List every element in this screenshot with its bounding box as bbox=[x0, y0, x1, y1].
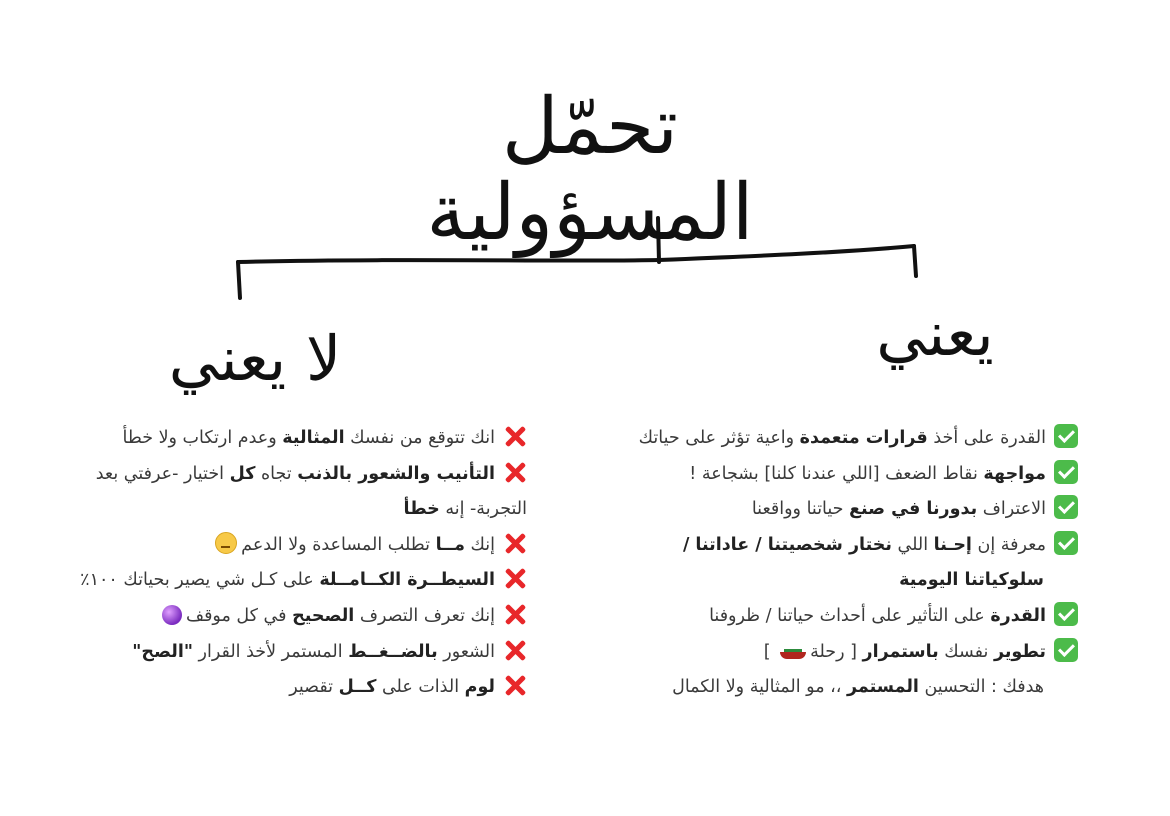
item-text: نقاط الضعف [اللي عندنا كلنا] بشجاعة ! bbox=[689, 463, 984, 484]
means-item bbox=[568, 599, 1078, 635]
means-item bbox=[568, 635, 1078, 671]
item-bold: الصحيح bbox=[292, 605, 355, 626]
item-text: ،، مو المثالية ولا الكمال bbox=[672, 677, 848, 698]
means-item bbox=[568, 421, 1078, 457]
not-means-item bbox=[57, 421, 527, 457]
canoe-icon bbox=[780, 645, 806, 659]
item-text: هدفك : التحسين bbox=[918, 677, 1044, 698]
branch-horizontal bbox=[238, 246, 914, 262]
means-item bbox=[568, 492, 1078, 528]
item-bold: مــا bbox=[435, 534, 465, 555]
not-means-item bbox=[57, 457, 527, 528]
item-bold: القدرة bbox=[990, 605, 1046, 626]
item-text: اللي bbox=[891, 534, 934, 555]
item-bold: لوم bbox=[464, 677, 495, 698]
item-text: واعية تؤثر على حياتك bbox=[638, 428, 800, 448]
item-text: تطلب المساعدة ولا الدعم bbox=[241, 534, 436, 555]
item-bold: التأنيب والشعور بالذنب bbox=[297, 463, 495, 484]
item-text: معرفة إن bbox=[971, 534, 1046, 555]
item-continuation: التجربة- إنه bbox=[439, 499, 527, 520]
item-text: على كـل شي يصير بحياتك ١٠٠٪ bbox=[80, 570, 320, 591]
item-text: القدرة على أخذ bbox=[927, 428, 1046, 448]
not-means-item bbox=[57, 670, 527, 706]
not-means-item bbox=[57, 635, 527, 671]
item-bold: المثالية bbox=[282, 428, 345, 448]
item-text: تجاه bbox=[255, 463, 298, 484]
title: تحمّل المسؤولية bbox=[426, 82, 754, 258]
cross-mark-icon bbox=[503, 673, 527, 697]
item-text: الشعور bbox=[437, 641, 495, 662]
not-means-item bbox=[57, 599, 527, 635]
item-text: انك تتوقع من نفسك bbox=[344, 428, 495, 448]
item-text: في كل موقف bbox=[185, 605, 293, 626]
item-bold: السيطــرة الكــامــلة bbox=[319, 570, 495, 591]
rolling-eyes-face-icon bbox=[215, 532, 237, 554]
not-means-item bbox=[57, 528, 527, 564]
heading-means: يعني bbox=[876, 297, 994, 370]
item-text: إنك تعرف التصرف bbox=[354, 605, 495, 626]
cross-mark-icon bbox=[503, 460, 527, 484]
item-text: على التأثير على أحداث حياتنا / ظروفنا bbox=[709, 605, 991, 626]
item-bold: مواجهة bbox=[983, 463, 1046, 484]
item-bold: باستمرار bbox=[862, 641, 939, 662]
item-bold: كل bbox=[229, 463, 256, 484]
check-mark-icon bbox=[1054, 460, 1078, 484]
branch-right-drop bbox=[914, 246, 916, 276]
item-text: نفسك bbox=[938, 641, 994, 662]
goal-line bbox=[568, 670, 1078, 706]
check-mark-icon bbox=[1054, 424, 1078, 448]
cross-mark-icon bbox=[503, 531, 527, 555]
item-bold: قرارات متعمدة bbox=[799, 428, 928, 448]
means-item bbox=[568, 457, 1078, 493]
item-text: الذات على bbox=[376, 677, 465, 698]
item-text: وعدم ارتكاب ولا خطأ bbox=[122, 428, 283, 448]
item-text: اختيار -عرفتي بعد bbox=[95, 463, 230, 484]
heading-not-means: لا يعني bbox=[168, 322, 342, 395]
item-text: المستمر لأخذ القرار bbox=[192, 641, 349, 662]
branch-left-drop bbox=[238, 262, 240, 298]
cross-mark-icon bbox=[503, 424, 527, 448]
cross-mark-icon bbox=[503, 602, 527, 626]
item-text: [ رحلة bbox=[810, 641, 863, 662]
item-text: الاعتراف bbox=[977, 499, 1046, 520]
item-bold: المستمر bbox=[847, 677, 919, 698]
item-bold: بدورنا في صنع bbox=[849, 499, 978, 520]
item-bold: "الصح" bbox=[132, 641, 193, 662]
cross-mark-icon bbox=[503, 566, 527, 590]
branch-stem bbox=[658, 218, 659, 262]
item-bold: كــل bbox=[338, 677, 377, 698]
item-text: ] bbox=[763, 641, 777, 662]
item-bold: نختار شخصيتنا / عاداتنا / bbox=[682, 534, 892, 555]
means-list bbox=[568, 421, 1078, 706]
cross-mark-icon bbox=[503, 638, 527, 662]
item-bold: خطأ bbox=[403, 499, 440, 520]
not-means-item bbox=[57, 563, 527, 599]
item-bold: تطوير bbox=[993, 641, 1046, 662]
item-bold: إحـنا bbox=[933, 534, 972, 555]
check-mark-icon bbox=[1054, 531, 1078, 555]
item-continuation: سلوكياتنا اليومية bbox=[899, 570, 1044, 591]
item-bold: بالضــغــط bbox=[348, 641, 438, 662]
crystal-ball-icon bbox=[162, 605, 182, 625]
item-text: حياتنا وواقعنا bbox=[751, 499, 850, 520]
check-mark-icon bbox=[1054, 495, 1078, 519]
not-means-list bbox=[57, 421, 527, 706]
item-text: تقصير bbox=[289, 677, 339, 698]
means-item bbox=[568, 528, 1078, 599]
item-text: إنك bbox=[464, 534, 495, 555]
check-mark-icon bbox=[1054, 602, 1078, 626]
check-mark-icon bbox=[1054, 638, 1078, 662]
